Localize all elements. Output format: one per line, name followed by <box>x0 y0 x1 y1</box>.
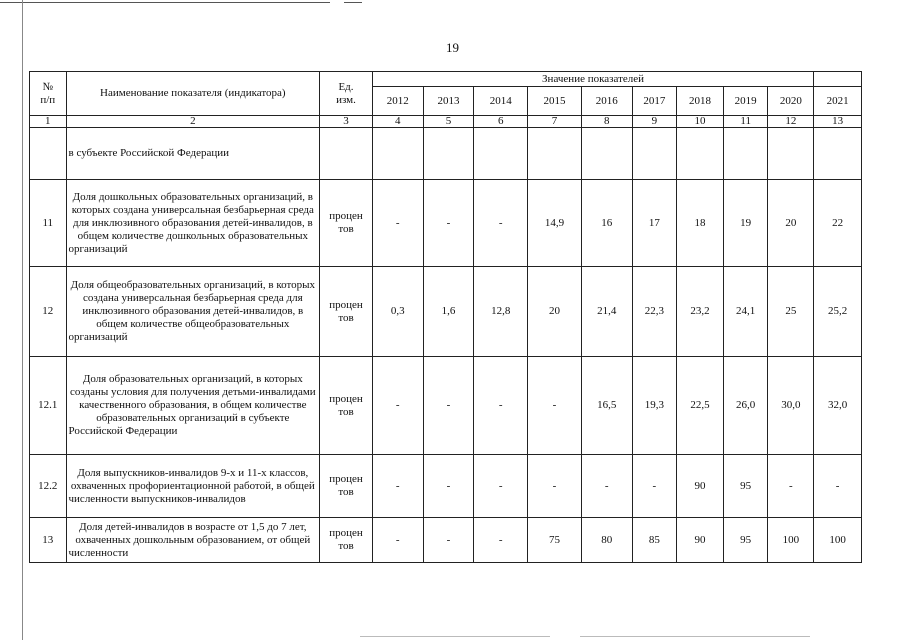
value-cell: 95 <box>723 518 768 563</box>
value-cell: - <box>423 518 474 563</box>
year-cell: 2016 <box>581 87 632 116</box>
value-cell: 100 <box>814 518 862 563</box>
column-number: 6 <box>474 116 528 128</box>
year-cell: 2019 <box>723 87 768 116</box>
value-cell: - <box>768 455 814 518</box>
value-cell <box>723 128 768 180</box>
scan-edge-line <box>0 2 330 3</box>
year-cell: 2015 <box>528 87 582 116</box>
value-cell <box>528 128 582 180</box>
column-number: 13 <box>814 116 862 128</box>
value-cell: 20 <box>768 180 814 267</box>
value-cell: - <box>423 180 474 267</box>
table-row <box>30 455 862 518</box>
value-cell: - <box>423 357 474 455</box>
indicator-name: Доля выпускников-инвалидов 9-х и 11-х классов, охваченных профориентационной работой, в общей численности выпускников-инвалидов <box>66 455 320 518</box>
value-cell: - <box>528 357 582 455</box>
value-cell: - <box>372 180 423 267</box>
value-cell: 16 <box>581 180 632 267</box>
column-number: 11 <box>723 116 768 128</box>
value-cell: 90 <box>677 455 724 518</box>
year-cell: 2014 <box>474 87 528 116</box>
value-cell: 16,5 <box>581 357 632 455</box>
value-cell: 100 <box>768 518 814 563</box>
header-num: № п/п <box>30 72 67 116</box>
year-cell: 2012 <box>372 87 423 116</box>
unit-cell <box>320 128 373 180</box>
value-cell: 17 <box>632 180 677 267</box>
value-cell: 14,9 <box>528 180 582 267</box>
header-row-top <box>30 72 862 87</box>
value-cell: - <box>474 455 528 518</box>
column-number-row <box>30 116 862 128</box>
value-cell: 21,4 <box>581 267 632 357</box>
value-cell: - <box>372 357 423 455</box>
value-cell: 23,2 <box>677 267 724 357</box>
value-cell: 25 <box>768 267 814 357</box>
value-cell: 95 <box>723 455 768 518</box>
header-spacer <box>814 72 862 87</box>
row-number: 12 <box>30 267 67 357</box>
value-cell: 22,5 <box>677 357 724 455</box>
value-cell <box>581 128 632 180</box>
value-cell <box>768 128 814 180</box>
column-number: 1 <box>30 116 67 128</box>
value-cell: - <box>372 455 423 518</box>
unit-cell: процен тов <box>320 455 373 518</box>
table-row <box>30 267 862 357</box>
unit-cell: процен тов <box>320 180 373 267</box>
value-cell: 0,3 <box>372 267 423 357</box>
indicator-name: Доля общеобразовательных организаций, в которых создана универсальная безбарьерная среда для инклюзивного образования детей-инвалидов, в общем количестве общеобразовательных организаций <box>66 267 320 357</box>
unit-cell: процен тов <box>320 518 373 563</box>
column-number: 4 <box>372 116 423 128</box>
indicator-name: в субъекте Российской Федерации <box>66 128 320 180</box>
year-cell: 2018 <box>677 87 724 116</box>
column-number: 10 <box>677 116 724 128</box>
table-row <box>30 180 862 267</box>
value-cell: - <box>372 518 423 563</box>
value-cell: - <box>474 357 528 455</box>
header-values-group: Значение показателей <box>372 72 813 87</box>
column-number: 9 <box>632 116 677 128</box>
scan-left-border <box>22 0 23 640</box>
value-cell: 20 <box>528 267 582 357</box>
table-row <box>30 128 862 180</box>
indicator-name: Доля образовательных организаций, в которых созданы условия для получения детьми-инвалидами качественного образования, в общем количестве образовательных организаций в субъекте Российской Федерации <box>66 357 320 455</box>
column-number: 7 <box>528 116 582 128</box>
column-number: 8 <box>581 116 632 128</box>
column-number: 5 <box>423 116 474 128</box>
value-cell: - <box>581 455 632 518</box>
indicator-name: Доля детей-инвалидов в возрасте от 1,5 до 7 лет, охваченных дошкольным образованием, от общей численности <box>66 518 320 563</box>
scan-edge-line <box>344 2 362 3</box>
value-cell: 24,1 <box>723 267 768 357</box>
table-row <box>30 357 862 455</box>
value-cell <box>814 128 862 180</box>
indicators-table <box>29 71 862 563</box>
value-cell: 25,2 <box>814 267 862 357</box>
row-number: 12.1 <box>30 357 67 455</box>
unit-cell: процен тов <box>320 267 373 357</box>
column-number: 2 <box>66 116 320 128</box>
value-cell: - <box>632 455 677 518</box>
unit-cell: процен тов <box>320 357 373 455</box>
value-cell: - <box>814 455 862 518</box>
value-cell: 12,8 <box>474 267 528 357</box>
value-cell: 32,0 <box>814 357 862 455</box>
value-cell: - <box>528 455 582 518</box>
row-number: 13 <box>30 518 67 563</box>
value-cell <box>372 128 423 180</box>
page-number: 19 <box>446 40 459 55</box>
scan-edge-line <box>360 636 550 637</box>
value-cell <box>677 128 724 180</box>
value-cell: 30,0 <box>768 357 814 455</box>
value-cell: 19,3 <box>632 357 677 455</box>
value-cell <box>474 128 528 180</box>
column-number: 3 <box>320 116 373 128</box>
value-cell: 80 <box>581 518 632 563</box>
year-cell: 2017 <box>632 87 677 116</box>
row-number <box>30 128 67 180</box>
value-cell: - <box>474 180 528 267</box>
header-name: Наименование показателя (индикатора) <box>66 72 320 116</box>
row-number: 12.2 <box>30 455 67 518</box>
value-cell: - <box>474 518 528 563</box>
column-number: 12 <box>768 116 814 128</box>
value-cell <box>632 128 677 180</box>
header-unit: Ед. изм. <box>320 72 373 116</box>
indicator-name: Доля дошкольных образовательных организаций, в которых создана универсальная безбарьерная среда для инклюзивного образования детей-инвалидов, в общем количестве дошкольных образовательных организаций <box>66 180 320 267</box>
value-cell: - <box>423 455 474 518</box>
year-cell: 2013 <box>423 87 474 116</box>
value-cell: 85 <box>632 518 677 563</box>
value-cell: 18 <box>677 180 724 267</box>
scan-edge-line <box>580 636 810 637</box>
value-cell: 26,0 <box>723 357 768 455</box>
row-number: 11 <box>30 180 67 267</box>
value-cell: 75 <box>528 518 582 563</box>
value-cell: 22 <box>814 180 862 267</box>
value-cell <box>423 128 474 180</box>
year-cell: 2020 <box>768 87 814 116</box>
table-row <box>30 518 862 563</box>
value-cell: 90 <box>677 518 724 563</box>
value-cell: 1,6 <box>423 267 474 357</box>
value-cell: 22,3 <box>632 267 677 357</box>
value-cell: 19 <box>723 180 768 267</box>
year-cell: 2021 <box>814 87 862 116</box>
